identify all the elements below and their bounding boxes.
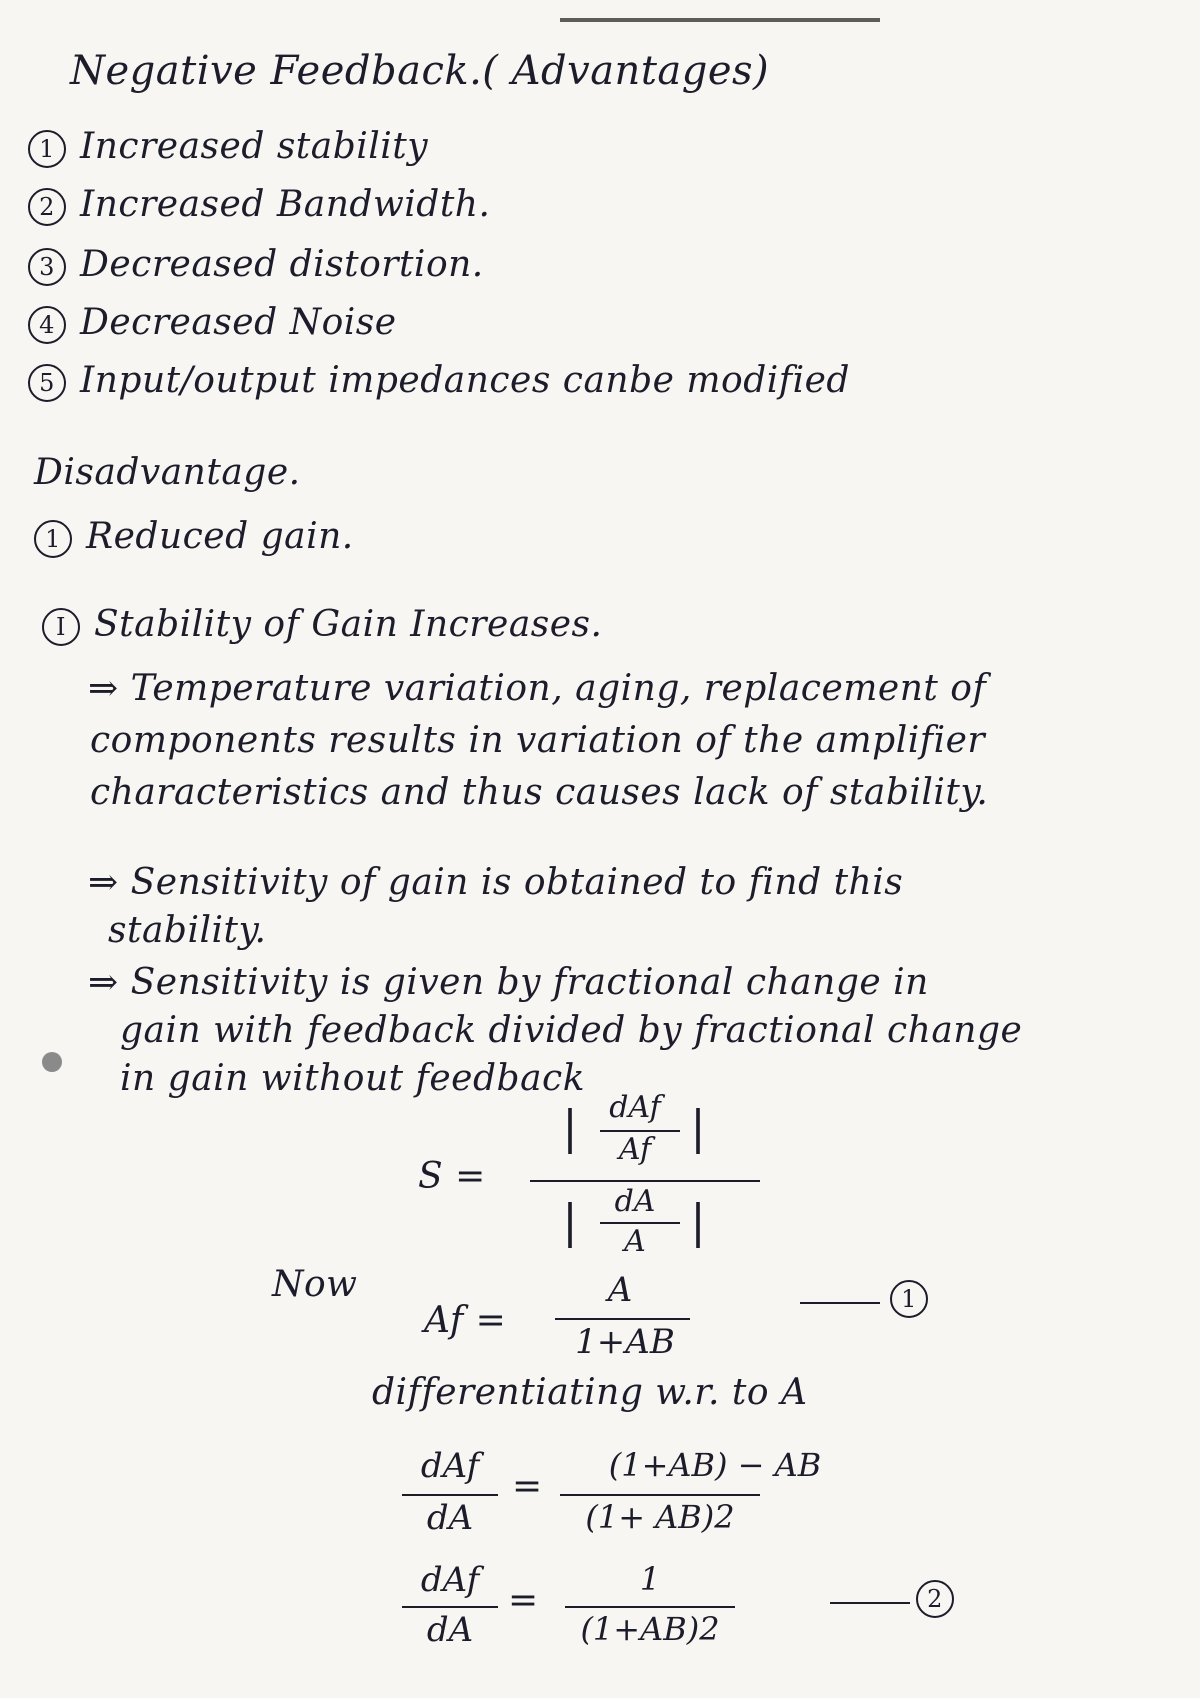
abs-bar-icon: | bbox=[690, 1100, 706, 1154]
disadvantage-heading: Disadvantage. bbox=[34, 452, 301, 493]
eq-d1-line bbox=[402, 1494, 498, 1496]
eq-s-num-top: dAf bbox=[609, 1090, 661, 1125]
eq1-line bbox=[555, 1318, 690, 1320]
eq-d2-rnum: 1 bbox=[639, 1560, 661, 1598]
section-heading-text: Stability of Gain Increases. bbox=[94, 604, 603, 645]
disadvantage-text: Reduced gain. bbox=[86, 516, 354, 557]
section-number-circle: I bbox=[42, 608, 80, 646]
advantage-text: Decreased Noise bbox=[80, 302, 397, 343]
number-circle: 3 bbox=[28, 248, 66, 286]
eq1-num: A bbox=[607, 1270, 633, 1310]
equals-sign: = bbox=[508, 1580, 539, 1621]
eq-d2-line bbox=[402, 1606, 498, 1608]
abs-bar-icon: | bbox=[562, 1194, 578, 1248]
para-line: characteristics and thus causes lack of stability. bbox=[90, 772, 989, 813]
eq-s-main-line bbox=[530, 1180, 760, 1182]
para-line: components results in variation of the amplifier bbox=[90, 720, 986, 761]
eq-tag-circle: 1 bbox=[890, 1280, 928, 1318]
number-circle: 2 bbox=[28, 188, 66, 226]
disadvantage-item-1 bbox=[34, 516, 354, 558]
abs-bar-icon: | bbox=[690, 1194, 706, 1248]
eq-d2-num: dAf bbox=[420, 1560, 480, 1600]
eq2-dash bbox=[830, 1602, 910, 1604]
number-circle: 5 bbox=[28, 364, 66, 402]
eq-s-den-bot: A bbox=[624, 1224, 646, 1259]
eq-d1-num: dAf bbox=[420, 1446, 480, 1486]
advantage-text: Increased Bandwidth. bbox=[80, 184, 491, 225]
advantage-item-5 bbox=[28, 360, 850, 402]
advantage-item-4 bbox=[28, 302, 397, 344]
number-circle: 1 bbox=[28, 130, 66, 168]
diff-text: differentiating w.r. to A bbox=[372, 1372, 808, 1413]
eq-s-num-bot: Af bbox=[618, 1132, 652, 1167]
advantage-text: Increased stability bbox=[80, 126, 429, 167]
number-circle: 1 bbox=[34, 520, 72, 558]
equals-sign: = bbox=[512, 1466, 543, 1507]
advantage-text: Input/output impedances canbe modified bbox=[80, 360, 850, 401]
scan-mark-dot bbox=[42, 1052, 62, 1072]
eq-d1-den: dA bbox=[426, 1498, 474, 1538]
advantage-text: Decreased distortion. bbox=[80, 244, 484, 285]
scan-edge-line bbox=[560, 18, 880, 22]
eq1-dash bbox=[800, 1302, 880, 1304]
advantage-item-2 bbox=[28, 184, 490, 226]
eq-d1-rden: (1+ AB)2 bbox=[585, 1498, 735, 1536]
eq-tag-circle: 2 bbox=[916, 1580, 954, 1618]
eq-d2-rden: (1+AB)2 bbox=[580, 1610, 720, 1648]
eq2-tag bbox=[916, 1580, 968, 1618]
eq-s-den-top: dA bbox=[614, 1184, 656, 1219]
eq1-lhs: Af = bbox=[424, 1300, 507, 1341]
advantage-item-1 bbox=[28, 126, 428, 168]
abs-bar-icon: | bbox=[562, 1100, 578, 1154]
para-line: gain with feedback divided by fractional change bbox=[120, 1010, 1023, 1051]
eq-s-lhs: S = bbox=[418, 1156, 486, 1197]
section-heading bbox=[42, 604, 602, 646]
number-circle: 4 bbox=[28, 306, 66, 344]
eq1-tag bbox=[890, 1280, 942, 1318]
eq-d1-rnum: (1+AB) − AB bbox=[608, 1446, 822, 1484]
now-label: Now bbox=[272, 1264, 358, 1305]
para-line: ⇒ Sensitivity is given by fractional change in bbox=[88, 962, 929, 1003]
para-line: ⇒ Temperature variation, aging, replacement of bbox=[88, 668, 987, 709]
para-line: ⇒ Sensitivity of gain is obtained to find this bbox=[88, 862, 904, 903]
page-title: Negative Feedback.( Advantages) bbox=[70, 48, 770, 94]
eq-d2-rline bbox=[565, 1606, 735, 1608]
para-line: in gain without feedback bbox=[120, 1058, 586, 1099]
advantage-item-3 bbox=[28, 244, 484, 286]
para-line: stability. bbox=[108, 910, 267, 951]
eq-d2-den: dA bbox=[426, 1610, 474, 1650]
eq-d1-rline bbox=[560, 1494, 760, 1496]
eq1-den: 1+AB bbox=[575, 1322, 675, 1362]
